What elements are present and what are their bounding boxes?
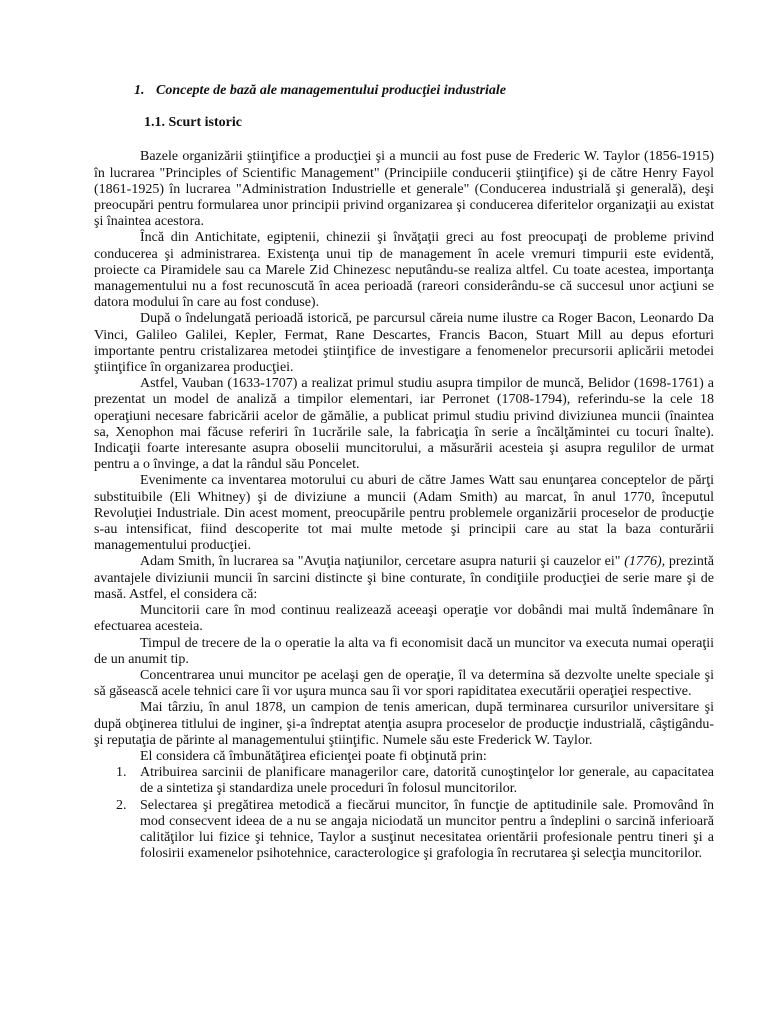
paragraph-taylor-fayol: Bazele organizării ştiinţifice a producţiei şi a muncii au fost puse de Frederic W. Taylor (1856-1915) în lucrarea "Principles of Scientific Management" (Principiile conducerii ştiinţifice) şi de către Henry Fayol (1861-1925) în lucrarea "Administration Industrielle et generale" (Conducerea industrială şi generală), deşi preocupări pentru formularea unor principii privind organizarea şi conducerea diferitelor organizaţii au existat şi înaintea acestora.	[94, 149, 714, 230]
paragraph-taylor: Mai târziu, în anul 1878, un campion de tenis american, după terminarea cursurilor universitare şi după obţinerea titlului de inginer, şi-a îndreptat atenţia asupra proceselor de producţie industrială, câştigându-şi reputaţia de părinte al managementului ştiinţific. Numele său este Frederick W. Taylor.	[94, 700, 714, 748]
smith-text-before: Adam Smith, în lucrarea sa "Avuţia naţiunilor, cercetare asupra naturii şi cauzelor ei"	[140, 554, 625, 570]
efficiency-list	[94, 765, 714, 862]
paragraph-skill: Muncitorii care în mod continuu realizează aceeaşi operaţie vor dobândi mai multă îndemânare în efectuarea acesteia.	[94, 603, 714, 635]
paragraph-scientists: După o îndelungată perioadă istorică, pe parcursul căreia nume ilustre ca Roger Bacon, Leonardo Da Vinci, Galileo Galilei, Kepler, Fermat, Rane Descartes, Francis Bacon, Stuart Mill au depus eforturi importante pentru cristalizarea metodei ştiinţifice de investigare a fenomenelor precursorii aplicării metodei ştiinţifice în organizarea producţiei.	[94, 311, 714, 376]
paragraph-antiquity: Încă din Antichitate, egiptenii, chinezii şi învăţaţii greci au fost preocupaţi de probleme privind conducerea şi administrarea. Existenţa unui tip de management în acele vremuri timpurii este evidentă, proiecte ca Piramidele sau ca Marele Zid Chinezesc neputându-se realiza altfel. Cu toate acestea, importanţa managementului nu a fost recunoscută în acea perioadă (rareori considerându-se că succesul unor acţiuni se datora modului în care au fost conduse).	[94, 230, 714, 311]
list-item	[94, 765, 714, 797]
document-page	[94, 83, 714, 862]
chapter-title: Concepte de bază ale managementului producţiei industriale	[156, 83, 507, 98]
chapter-number: 1.	[134, 83, 145, 98]
paragraph-tools: Concentrarea unui muncitor pe acelaşi gen de operaţie, îl va determina să dezvolte unelte speciale şi să găsească acele tehnici care îi vor uşura munca sau îi vor spori rapiditatea executării operaţiei respective.	[94, 667, 714, 700]
smith-text-after: prezintă avantajele diviziunii muncii în sarcini distincte şi bine conturate, în condiţiile producţiei de serie mare şi de masă. Astfel, el considera că:	[94, 554, 714, 602]
chapter-heading	[134, 83, 714, 99]
smith-year: (1776),	[624, 554, 666, 570]
paragraph-vauban: Astfel, Vauban (1633-1707) a realizat primul studiu asupra timpilor de muncă, Belidor (1698-1761) a prezentat un model de analiză a timpilor elementari, iar Perronet (1708-1794), referindu-se la cele 18 operaţiuni necesare fabricării acelor de gămălie, a publicat primul studiu privind diviziunea muncii (înaintea sa, Xenophon mai făcuse referiri în 1ucrările sale, la fabricaţia în serie a încălţămintei cu tocuri înalte). Indicaţii foarte interesante asupra oboselii muncitorului, a măsurării acesteia şi asupra regulilor de urmat pentru a o învinge, a dat la rândul său Poncelet.	[94, 376, 714, 473]
list-item	[94, 798, 714, 863]
list-marker: 2.	[116, 797, 127, 813]
paragraph-industrial-revolution: Evenimente ca inventarea motorului cu aburi de către James Watt sau enunţarea conceptelor de părţi substituibile (Eli Whitney) şi de diviziune a muncii (Adam Smith) au marcat, în anul 1770, începutul Revoluţiei Industriale. Din acest moment, preocupările pentru problemele organizării proceselor de producţie s-au intensificat, fiind descoperite tot mai multe metode şi principii care au stat la baza conturării managementului producţiei.	[94, 473, 714, 554]
paragraph-time: Timpul de trecere de la o operatie la alta va fi economisit dacă un muncitor va executa numai operaţii de un anumit tip.	[94, 635, 714, 667]
paragraph-efficiency: El considera că îmbunătăţirea eficienţei poate fi obţinută prin:	[140, 748, 487, 764]
paragraph-adam-smith	[94, 554, 714, 603]
section-heading: 1.1. Scurt istoric	[144, 115, 242, 131]
list-marker: 1.	[116, 765, 127, 781]
list-item-text: Selectarea şi pregătirea metodică a fiecărui muncitor, în funcţie de aptitudinile sale. Promovând în mod consecvent ideea de a nu se angaja niciodată un muncitor pentru a îndeplini o sarcină inferioară calităţilor lui fizice şi tehnice, Taylor a susţinut necesitatea orientării profesionale pentru tineri şi a folosirii examenelor psihotehnice, caracterologice şi grafologia în recrutarea şi selecţia muncitorilor.	[140, 797, 714, 862]
list-item-text: Atribuirea sarcinii de planificare managerilor care, datorită cunoştinţelor lor generale, au capacitatea de a sintetiza şi standardiza unele proceduri în folosul muncitorilor.	[140, 765, 714, 797]
